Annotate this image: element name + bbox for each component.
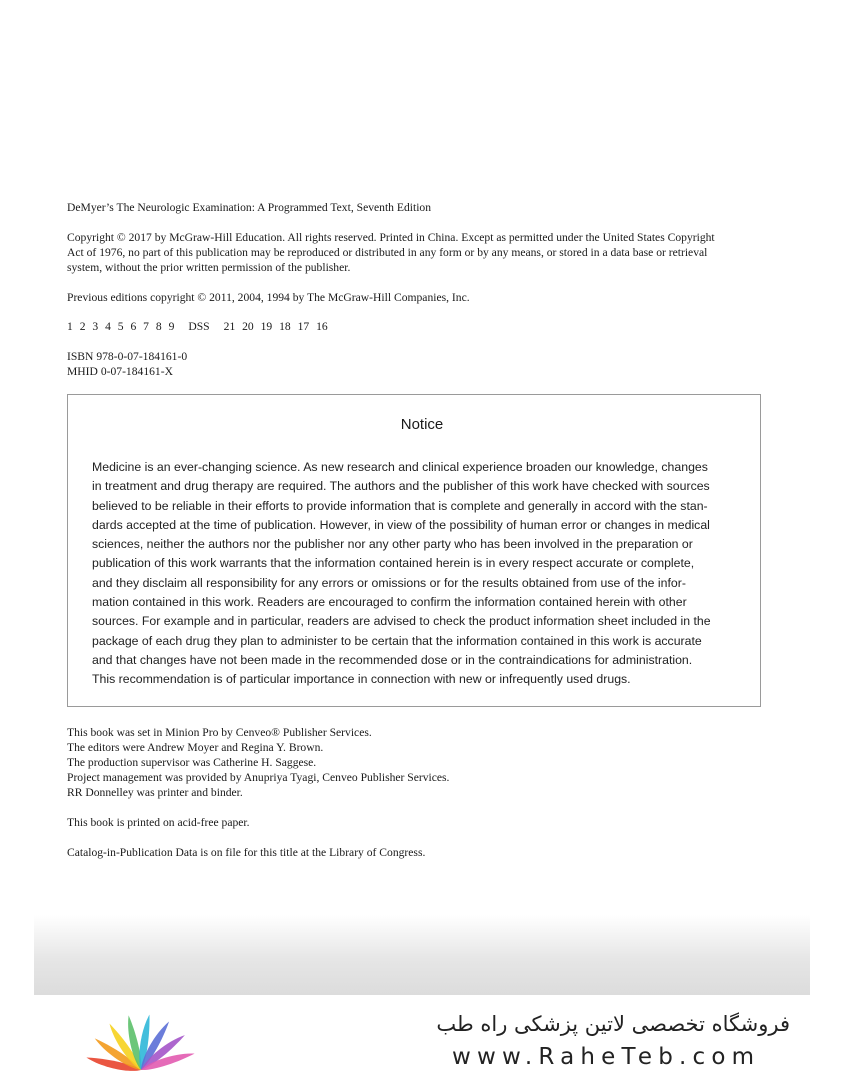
watermark-persian-text: فروشگاه تخصصی لاتین پزشکی راه طب — [436, 1012, 790, 1036]
mhid-line: MHID 0-07-184161-X — [67, 365, 173, 378]
printing-code: DSS — [188, 320, 210, 333]
credit-line: RR Donnelley was printer and binder. — [67, 786, 243, 799]
notice-line: This recommendation is of particular importance in connection with new or infrequently used drugs. — [92, 672, 631, 687]
copyright-line: Copyright © 2017 by McGraw-Hill Education. All rights reserved. Printed in China. Except as permitted under the United States Copyright — [67, 231, 715, 244]
notice-line: sources. For example and in particular, readers are advised to check the product information sheet included in the — [92, 614, 711, 629]
watermark-website: www.RaheTeb.com — [452, 1044, 761, 1070]
production-credits — [67, 725, 767, 800]
notice-line: sciences, neither the authors nor the publisher nor any other party who has been involved in the preparation or — [92, 537, 693, 552]
notice-body — [92, 458, 738, 690]
copyright-paragraph — [67, 230, 767, 275]
watermark-fade — [34, 915, 810, 995]
printing-numbers — [67, 319, 328, 334]
previous-editions-line: Previous editions copyright © 2011, 2004, 1994 by The McGraw-Hill Companies, Inc. — [67, 291, 470, 304]
cip-line: Catalog-in-Publication Data is on file for this title at the Library of Congress. — [67, 846, 426, 859]
acid-free-line: This book is printed on acid-free paper. — [67, 816, 250, 829]
notice-line: believed to be reliable in their efforts to provide information that is complete and generally in accord with the stan- — [92, 498, 708, 513]
book-title-line: DeMyer’s The Neurologic Examination: A Programmed Text, Seventh Edition — [67, 201, 432, 214]
notice-line: in treatment and drug therapy are required. The authors and the publisher of this work have checked with sources — [92, 479, 710, 494]
isbn-line: ISBN 978-0-07-184161-0 — [67, 350, 188, 363]
notice-line: mation contained in this work. Readers are encouraged to confirm the information contained herein with other — [92, 595, 687, 610]
copyright-line: system, without the prior written permission of the publisher. — [67, 261, 351, 274]
copyright-line: Act of 1976, no part of this publication may be reproduced or distributed in any form or by any means, or stored in a data base or retrieval — [67, 246, 708, 259]
notice-line: dards accepted at the time of publication. However, in view of the possibility of human error or changes in medical — [92, 517, 710, 532]
notice-line: Medicine is an ever-changing science. As new research and clinical experience broaden our knowledge, changes — [92, 460, 708, 474]
credit-line: This book was set in Minion Pro by Cenveo® Publisher Services. — [67, 726, 372, 739]
printing-years: 21 20 19 18 17 16 — [223, 320, 328, 333]
notice-line: publication of this work warrants that the information contained herein is in every respect accurate or complete, — [92, 556, 695, 571]
notice-line: and they disclaim all responsibility for any errors or omissions or for the results obtained from use of the infor- — [92, 575, 686, 590]
notice-title: Notice — [400, 416, 444, 433]
credit-line: The editors were Andrew Moyer and Regina Y. Brown. — [67, 741, 324, 754]
credit-line: The production supervisor was Catherine H. Saggese. — [67, 756, 317, 769]
notice-line: and that changes have not been made in the recommended dose or in the contraindications for administration. — [92, 652, 693, 667]
open-book-logo-icon — [76, 1008, 206, 1074]
printing-sequence: 1 2 3 4 5 6 7 8 9 — [67, 320, 175, 333]
notice-line: package of each drug they plan to administer to be certain that the information contained in this work is accurate — [92, 633, 702, 648]
credit-line: Project management was provided by Anupriya Tyagi, Cenveo Publisher Services. — [67, 771, 450, 784]
